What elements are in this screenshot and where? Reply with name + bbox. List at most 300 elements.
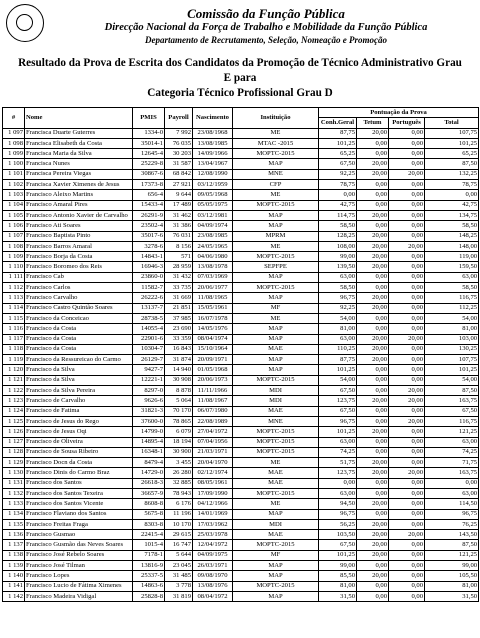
row-num: 1 115	[3, 313, 25, 323]
row-conh-geral: 92,25	[319, 169, 357, 179]
row-total: 63,00	[425, 437, 479, 447]
row-tetum: 0,00	[357, 365, 389, 375]
row-payroll: 76 031	[165, 231, 193, 241]
row-nascimento: 08/04/1974	[193, 334, 233, 344]
row-num: 1 106	[3, 221, 25, 231]
row-num: 1 139	[3, 561, 25, 571]
row-num: 1 111	[3, 272, 25, 282]
row-total: 163,75	[425, 396, 479, 406]
row-tetum: 20,00	[357, 499, 389, 509]
row-nome: Francisco Barros Amaral	[25, 241, 133, 251]
row-pmis: 16348-1	[133, 447, 165, 457]
row-nome: Francisco Castro Quintão Soares	[25, 303, 133, 313]
table-row	[3, 509, 479, 519]
row-nome: Francisco Flaviano dos Santos	[25, 509, 133, 519]
row-num: 1 125	[3, 416, 25, 426]
row-conh-geral: 67,50	[319, 406, 357, 416]
row-nascimento: 27/04/1972	[193, 427, 233, 437]
row-total: 116,75	[425, 293, 479, 303]
row-total: 148,00	[425, 241, 479, 251]
table-row	[3, 447, 479, 457]
row-tetum: 0,00	[357, 478, 389, 488]
row-instituicao: MDI	[233, 519, 319, 529]
row-portugues: 0,00	[389, 519, 425, 529]
row-num: 1 119	[3, 355, 25, 365]
row-payroll: 23 690	[165, 324, 193, 334]
row-num: 1 116	[3, 324, 25, 334]
row-tetum: 20,00	[357, 210, 389, 220]
row-instituicao: MOPTC-2015	[233, 488, 319, 498]
table-row	[3, 427, 479, 437]
row-total: 114,50	[425, 499, 479, 509]
row-pmis: 22901-6	[133, 334, 165, 344]
table-row	[3, 231, 479, 241]
title-line1: Resultado da Prova de Escrita dos Candidatos da Promoção de Técnico Administrativo Grau	[18, 57, 462, 69]
row-instituicao: MAP	[233, 355, 319, 365]
row-nascimento: 13/08/1978	[193, 262, 233, 272]
row-pmis: 14863-6	[133, 581, 165, 591]
row-tetum: 0,00	[357, 200, 389, 210]
row-nascimento: 13/04/1967	[193, 159, 233, 169]
row-num: 1 135	[3, 519, 25, 529]
row-nome: Francisco Dinis do Carmo Braz	[25, 468, 133, 478]
row-nome: Francisco José Tilman	[25, 561, 133, 571]
row-nascimento: 04/09/1974	[193, 221, 233, 231]
row-portugues: 20,00	[389, 241, 425, 251]
table-row	[3, 334, 479, 344]
row-payroll: 16 747	[165, 540, 193, 550]
row-nascimento: 05/05/1975	[193, 200, 233, 210]
row-total: 0,00	[425, 190, 479, 200]
row-nome: Francisco Antonio Xavier de Carvalho	[25, 210, 133, 220]
table-row	[3, 293, 479, 303]
row-conh-geral: 110,25	[319, 344, 357, 354]
row-payroll: 18 194	[165, 437, 193, 447]
table-row	[3, 169, 479, 179]
row-num: 1 130	[3, 468, 25, 478]
table-row	[3, 221, 479, 231]
row-portugues: 0,00	[389, 437, 425, 447]
row-portugues: 0,00	[389, 262, 425, 272]
row-num: 1 112	[3, 283, 25, 293]
row-payroll: 76 035	[165, 138, 193, 148]
row-pmis: 17373-8	[133, 180, 165, 190]
table-row	[3, 128, 479, 138]
row-instituicao: ME	[233, 190, 319, 200]
row-pmis: 25337-5	[133, 571, 165, 581]
row-nome: Francisco Aleixo Martins	[25, 190, 133, 200]
row-portugues: 0,00	[389, 488, 425, 498]
row-conh-geral: 63,00	[319, 488, 357, 498]
row-pmis: 23502-4	[133, 221, 165, 231]
row-nome: Francisco da Costa	[25, 324, 133, 334]
row-nome: Francisco dos Santos Vicente	[25, 499, 133, 509]
row-nascimento: 14/05/1976	[193, 324, 233, 334]
row-total: 116,75	[425, 416, 479, 426]
row-conh-geral: 42,75	[319, 200, 357, 210]
table-row	[3, 581, 479, 591]
row-payroll: 6 079	[165, 427, 193, 437]
row-portugues: 0,00	[389, 324, 425, 334]
row-payroll: 78 943	[165, 488, 193, 498]
table-row	[3, 324, 479, 334]
row-total: 101,25	[425, 138, 479, 148]
row-total: 58,50	[425, 283, 479, 293]
results-table	[2, 107, 479, 602]
row-pmis: 8608-8	[133, 499, 165, 509]
table-row	[3, 396, 479, 406]
row-num: 1 103	[3, 190, 25, 200]
row-conh-geral: 56,25	[319, 519, 357, 529]
row-pmis: 656-4	[133, 190, 165, 200]
row-portugues: 20,00	[389, 530, 425, 540]
row-payroll: 10 170	[165, 519, 193, 529]
row-total: 81,00	[425, 581, 479, 591]
row-conh-geral: 96,75	[319, 416, 357, 426]
row-nome: Francisco Cab	[25, 272, 133, 282]
row-instituicao: ME	[233, 241, 319, 251]
row-instituicao: MAE	[233, 344, 319, 354]
table-row	[3, 252, 479, 262]
row-pmis: 37600-0	[133, 416, 165, 426]
row-conh-geral: 31,50	[319, 591, 357, 601]
row-conh-geral: 0,00	[319, 478, 357, 488]
row-nome: Francisco de Jesus do Rego	[25, 416, 133, 426]
table-row	[3, 519, 479, 529]
row-pmis: 14799-0	[133, 427, 165, 437]
row-pmis: 35014-1	[133, 138, 165, 148]
row-instituicao: MAP	[233, 591, 319, 601]
row-num: 1 107	[3, 231, 25, 241]
row-instituicao: MAP	[233, 509, 319, 519]
row-pmis: 11582-7	[133, 283, 165, 293]
row-instituicao: ME	[233, 313, 319, 323]
row-nome: Francisco da Silva	[25, 365, 133, 375]
row-nascimento: 13/08/1976	[193, 581, 233, 591]
row-instituicao: MAE	[233, 406, 319, 416]
row-payroll: 31 432	[165, 272, 193, 282]
row-payroll: 31 669	[165, 293, 193, 303]
row-nascimento: 02/12/1974	[193, 468, 233, 478]
row-portugues: 0,00	[389, 221, 425, 231]
row-nascimento: 20/06/1973	[193, 375, 233, 385]
row-num: 1 121	[3, 375, 25, 385]
row-nascimento: 08/05/1961	[193, 478, 233, 488]
row-nascimento: 20/09/1971	[193, 355, 233, 365]
row-payroll: 32 885	[165, 478, 193, 488]
row-num: 1 102	[3, 180, 25, 190]
row-nome: Francisco Madeira Vidigal	[25, 591, 133, 601]
table-row	[3, 561, 479, 571]
row-payroll: 9 644	[165, 190, 193, 200]
row-conh-geral: 99,00	[319, 561, 357, 571]
row-portugues: 0,00	[389, 447, 425, 457]
row-tetum: 0,00	[357, 561, 389, 571]
row-tetum: 20,00	[357, 159, 389, 169]
row-conh-geral: 74,25	[319, 447, 357, 457]
row-nascimento: 23/08/1985	[193, 231, 233, 241]
table-row	[3, 190, 479, 200]
row-nome: Francisco dos Santos Texeira	[25, 488, 133, 498]
row-tetum: 20,00	[357, 396, 389, 406]
row-total: 148,25	[425, 231, 479, 241]
table-row	[3, 571, 479, 581]
table-row	[3, 375, 479, 385]
row-pmis: 12221-1	[133, 375, 165, 385]
row-total: 0,00	[425, 478, 479, 488]
row-instituicao: MTAC -2015	[233, 138, 319, 148]
table-row	[3, 488, 479, 498]
row-instituicao: MDI	[233, 396, 319, 406]
row-total: 31,50	[425, 591, 479, 601]
row-conh-geral: 67,50	[319, 540, 357, 550]
row-num: 1 120	[3, 365, 25, 375]
row-tetum: 20,00	[357, 519, 389, 529]
table-row	[3, 210, 479, 220]
row-portugues: 20,00	[389, 386, 425, 396]
table-row	[3, 355, 479, 365]
table-row	[3, 344, 479, 354]
row-pmis: 16946-3	[133, 262, 165, 272]
row-total: 132,25	[425, 169, 479, 179]
row-tetum: 20,00	[357, 530, 389, 540]
row-total: 103,00	[425, 334, 479, 344]
row-payroll: 31 386	[165, 221, 193, 231]
row-payroll: 8 878	[165, 386, 193, 396]
row-instituicao: MOPTC-2015	[233, 252, 319, 262]
row-total: 71,75	[425, 458, 479, 468]
row-pmis: 31821-3	[133, 406, 165, 416]
row-tetum: 20,00	[357, 355, 389, 365]
row-portugues: 0,00	[389, 180, 425, 190]
row-portugues: 0,00	[389, 272, 425, 282]
header-tetum: Tetum	[357, 118, 389, 128]
document-header	[0, 2, 480, 52]
row-conh-geral: 101,25	[319, 365, 357, 375]
row-conh-geral: 67,50	[319, 159, 357, 169]
row-instituicao: ME	[233, 499, 319, 509]
row-total: 54,00	[425, 375, 479, 385]
row-payroll: 27 921	[165, 180, 193, 190]
row-nome: Francisca Nunes	[25, 159, 133, 169]
row-instituicao: MAE	[233, 468, 319, 478]
row-num: 1 123	[3, 396, 25, 406]
row-nascimento: 12/08/1990	[193, 169, 233, 179]
row-conh-geral: 92,25	[319, 303, 357, 313]
row-portugues: 0,00	[389, 591, 425, 601]
row-nome: Francisco da Silva Pereira	[25, 386, 133, 396]
row-conh-geral: 128,25	[319, 231, 357, 241]
row-pmis: 15433-4	[133, 200, 165, 210]
row-total: 63,00	[425, 488, 479, 498]
row-portugues: 0,00	[389, 283, 425, 293]
row-nome: Francisca Xavier Ximenes de Jesus	[25, 180, 133, 190]
row-nome: Francisco Lucio de Fátima Ximenes	[25, 581, 133, 591]
row-total: 119,00	[425, 252, 479, 262]
row-total: 107,75	[425, 355, 479, 365]
row-conh-geral: 85,50	[319, 571, 357, 581]
row-num: 1 100	[3, 159, 25, 169]
row-pmis: 28738-5	[133, 313, 165, 323]
row-portugues: 0,00	[389, 458, 425, 468]
row-nascimento: 04/09/1975	[193, 550, 233, 560]
row-instituicao: MOPTC-2015	[233, 283, 319, 293]
row-total: 121,25	[425, 427, 479, 437]
header-num: #	[3, 108, 25, 129]
row-instituicao: MOPTC-2015	[233, 540, 319, 550]
row-nascimento: 26/03/1971	[193, 561, 233, 571]
row-num: 1 117	[3, 334, 25, 344]
header-nascimento: Nascimento	[193, 108, 233, 129]
row-tetum: 0,00	[357, 138, 389, 148]
row-nome: Francisco de Carvalho	[25, 396, 133, 406]
row-pmis: 22415-4	[133, 530, 165, 540]
row-num: 1 122	[3, 386, 25, 396]
row-nome: Francisco Freitas Fraga	[25, 519, 133, 529]
row-num: 1 129	[3, 458, 25, 468]
row-total: 107,75	[425, 128, 479, 138]
row-portugues: 0,00	[389, 293, 425, 303]
row-total: 105,50	[425, 571, 479, 581]
row-portugues: 0,00	[389, 138, 425, 148]
row-nascimento: 14/01/1969	[193, 509, 233, 519]
row-pmis: 8479-4	[133, 458, 165, 468]
row-pmis: 8303-8	[133, 519, 165, 529]
row-instituicao: MAP	[233, 159, 319, 169]
row-total: 112,25	[425, 303, 479, 313]
header-nome: Nome	[25, 108, 133, 129]
row-total: 42,75	[425, 200, 479, 210]
header-portugues: Português	[389, 118, 425, 128]
row-total: 78,75	[425, 180, 479, 190]
row-conh-geral: 87,75	[319, 128, 357, 138]
row-payroll: 5 644	[165, 550, 193, 560]
row-instituicao: MAP	[233, 324, 319, 334]
row-num: 1 140	[3, 571, 25, 581]
row-nascimento: 25/03/1978	[193, 530, 233, 540]
row-num: 1 124	[3, 406, 25, 416]
row-nome: Francisco Carlos	[25, 283, 133, 293]
row-num: 1 113	[3, 293, 25, 303]
row-instituicao: MAE	[233, 478, 319, 488]
row-tetum: 0,00	[357, 488, 389, 498]
row-tetum: 0,00	[357, 149, 389, 159]
row-instituicao: MF	[233, 550, 319, 560]
row-tetum: 20,00	[357, 262, 389, 272]
row-tetum: 20,00	[357, 344, 389, 354]
row-nome: Francisca Pereira Viegas	[25, 169, 133, 179]
row-nascimento: 20/04/1970	[193, 458, 233, 468]
row-nascimento: 16/07/1978	[193, 313, 233, 323]
table-row	[3, 138, 479, 148]
row-pmis: 26129-7	[133, 355, 165, 365]
header-payroll: Payroll	[165, 108, 193, 129]
row-tetum: 20,00	[357, 550, 389, 560]
row-nascimento: 07/04/1956	[193, 437, 233, 447]
row-num: 1 109	[3, 252, 25, 262]
row-num: 1 101	[3, 169, 25, 179]
row-nome: Francisco da Ressureicao do Carmo	[25, 355, 133, 365]
row-pmis: 25229-8	[133, 159, 165, 169]
row-pmis: 14729-0	[133, 468, 165, 478]
row-pmis: 26291-9	[133, 210, 165, 220]
row-payroll: 31 587	[165, 159, 193, 169]
row-tetum: 20,00	[357, 458, 389, 468]
row-total: 58,50	[425, 221, 479, 231]
row-tetum: 0,00	[357, 386, 389, 396]
row-portugues: 0,00	[389, 427, 425, 437]
row-nascimento: 03/12/1959	[193, 180, 233, 190]
row-payroll: 3 455	[165, 458, 193, 468]
row-nome: Francisco da Silva	[25, 375, 133, 385]
table-row	[3, 437, 479, 447]
row-instituicao: MOPTC-2015	[233, 200, 319, 210]
row-conh-geral: 99,00	[319, 252, 357, 262]
row-portugues: 20,00	[389, 468, 425, 478]
row-num: 1 134	[3, 509, 25, 519]
row-pmis: 1334-0	[133, 128, 165, 138]
row-nascimento: 24/05/1965	[193, 241, 233, 251]
row-tetum: 0,00	[357, 283, 389, 293]
row-portugues: 0,00	[389, 303, 425, 313]
row-portugues: 0,00	[389, 571, 425, 581]
row-num: 1 141	[3, 581, 25, 591]
table-row	[3, 416, 479, 426]
row-instituicao: SEPFPE	[233, 262, 319, 272]
row-tetum: 0,00	[357, 190, 389, 200]
row-portugues: 0,00	[389, 344, 425, 354]
row-num: 1 127	[3, 437, 25, 447]
row-portugues: 20,00	[389, 169, 425, 179]
row-total: 163,75	[425, 468, 479, 478]
row-nome: Francisco Baptista Pinto	[25, 231, 133, 241]
row-payroll: 28 959	[165, 262, 193, 272]
row-payroll: 37 985	[165, 313, 193, 323]
row-tetum: 20,00	[357, 427, 389, 437]
row-payroll: 16 843	[165, 344, 193, 354]
row-total: 121,25	[425, 550, 479, 560]
row-nascimento: 17/03/1962	[193, 519, 233, 529]
row-instituicao: MAP	[233, 221, 319, 231]
row-nome: Francisco de Jesus Oqi	[25, 427, 133, 437]
row-total: 143,50	[425, 530, 479, 540]
row-payroll: 6 176	[165, 499, 193, 509]
row-payroll: 33 359	[165, 334, 193, 344]
row-nascimento: 04/12/1966	[193, 499, 233, 509]
row-conh-geral: 96,75	[319, 509, 357, 519]
row-nascimento: 08/04/1972	[193, 591, 233, 601]
row-pmis: 9427-7	[133, 365, 165, 375]
row-instituicao: ME	[233, 458, 319, 468]
row-conh-geral: 103,50	[319, 530, 357, 540]
row-pmis: 14055-4	[133, 324, 165, 334]
row-conh-geral: 94,50	[319, 499, 357, 509]
row-num: 1 114	[3, 303, 25, 313]
row-tetum: 0,00	[357, 591, 389, 601]
row-tetum: 0,00	[357, 313, 389, 323]
row-pmis: 5675-8	[133, 509, 165, 519]
table-row	[3, 591, 479, 601]
header-instituicao: Instituição	[233, 108, 319, 129]
row-pmis: 30867-6	[133, 169, 165, 179]
row-conh-geral: 123,75	[319, 468, 357, 478]
row-payroll: 30 900	[165, 447, 193, 457]
row-instituicao: MAE	[233, 530, 319, 540]
header-line2: Direcção Nacional da Força de Trabalho e Mobilidade da Função Pública	[104, 22, 428, 33]
row-total: 54,00	[425, 313, 479, 323]
row-nascimento: 11/08/1965	[193, 293, 233, 303]
table-row	[3, 283, 479, 293]
